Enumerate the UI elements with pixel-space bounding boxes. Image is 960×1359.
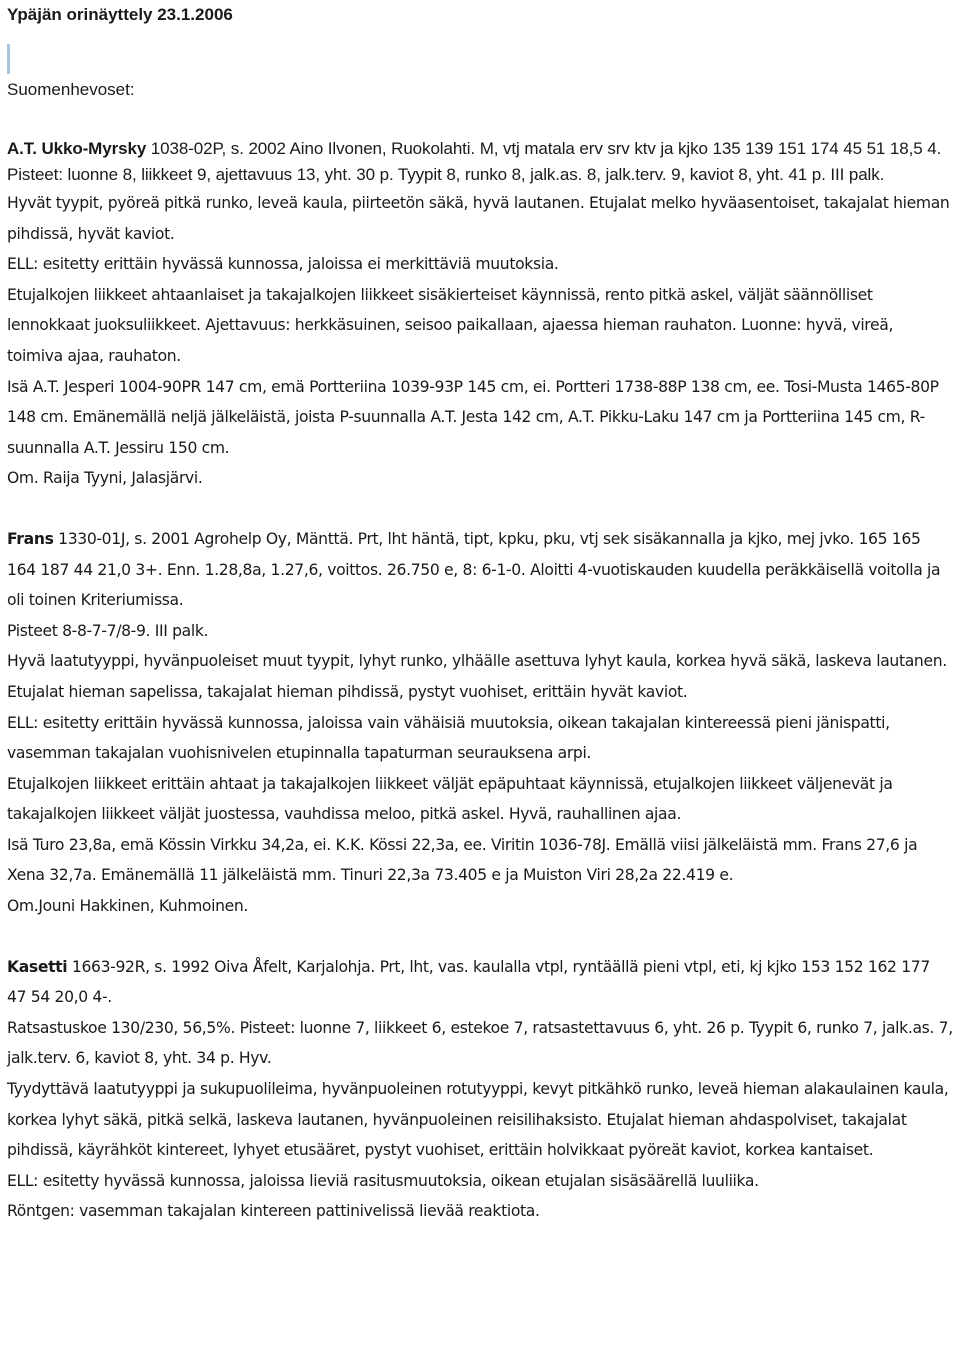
entry-description: Tyydyttävä laatutyyppi ja sukupuolileima, hyvänpuoleinen rotutyyppi, kevyt pitkähkö runko, leveä hieman alakaulainen kaula, korkea lyhyt säkä, pitkä selkä, laskeva lautanen, hyvänpuoleinen reisilihaksisto. Etujalat hieman ahdaspolviset, takajalat pihdissä, käyrähköt kintereet, lyhyet etusääret, pystyt vuohiset, erittäin holvikkaat pyöreät kaviot, korkea kantaiset.: [7, 1080, 949, 1160]
entry-vet-note: ELL: esitetty hyvässä kunnossa, jaloissa lieviä rasitusmuutoksia, oikean etujalan sisäsäärellä luuliika.: [7, 1171, 759, 1190]
entry-details: 1663-92R, s. 1992 Oiva Åfelt, Karjalohja. Prt, lht, vas. kaulalla vtpl, ryntäällä pieni vtpl, eti, kj kjko 153 152 162 177 47 54 20,0 4-.: [7, 957, 930, 1007]
entry-movement: Etujalkojen liikkeet erittäin ahtaat ja takajalkojen liikkeet väljät epäpuhtaat käynnissä, etujalkojen liikkeet väljenevät ja takajalkojen liikkeet väljät juostessa, vauhdissa meloo, pitkä askel. Hyvä, rauhallinen ajaa.: [7, 774, 893, 824]
entry-header: [7, 136, 953, 162]
horse-name: Kasetti: [7, 957, 68, 976]
entry-description: Hyvät tyypit, pyöreä pitkä runko, leveä kaula, piirteetön säkä, hyvä lautanen. Etujalat melko hyväasentoiset, takajalat hieman pihdissä, hyvät kaviot.: [7, 194, 950, 243]
entry-header: [7, 524, 953, 616]
text-cursor-marker: [7, 44, 10, 74]
entry-pedigree: Isä Turo 23,8a, emä Kössin Virkku 34,2a, ei. K.K. Kössi 22,3a, ee. Viritin 1036-78J. Emällä viisi jälkeläistä mm. Frans 27,6 ja Xena 32,7a. Emänemällä 11 jälkeläistä mm. Tinuri 22,3a 73.405 e ja Muiston Viri 28,2a 22.419 e.: [7, 835, 918, 885]
entry-scores: Pisteet 8-8-7-7/8-9. III palk.: [7, 621, 209, 640]
entry-details: 1038-02P, s. 2002 Aino Ilvonen, Ruokolahti. M, vtj matala erv srv ktv ja kjko 135 139 151 174 45 51 18,5 4.: [146, 139, 942, 158]
entry-scores: Ratsastuskoe 130/230, 56,5%. Pisteet: luonne 7, liikkeet 6, estekoe 7, ratsastettavuus 6, yht. 26 p. Tyypit 6, runko 7, jalk.as. 7, jalk.terv. 6, kaviot 8, yht. 34 p. Hyv.: [7, 1018, 953, 1068]
horse-entry-kasetti: [7, 952, 953, 1227]
entry-scores: Pisteet: luonne 8, liikkeet 9, ajettavuus 13, yht. 30 p. Tyypit 8, runko 8, jalk.as. 8, jalk.terv. 9, kaviot 8, yht. 41 p. III palk.: [7, 165, 885, 184]
document-page: [7, 0, 953, 1227]
document-title: Ypäjän orinäyttely 23.1.2006: [7, 5, 233, 24]
entry-xray-note: Röntgen: vasemman takajalan kintereen pattinivelissä lievää reaktiota.: [7, 1202, 540, 1221]
section-label: Suomenhevoset:: [7, 80, 135, 99]
horse-entry-ukko-myrsky: [7, 136, 953, 494]
blank-line: [7, 922, 953, 952]
blank-line: [7, 102, 953, 136]
entry-vet-note: ELL: esitetty erittäin hyvässä kunnossa, jaloissa vain vähäisiä muutoksia, oikean takajalan kintereessä pieni jänispatti, vasemman takajalan vuohisnivelen etupinnalla tapaturman seurauksena arpi.: [7, 713, 890, 763]
entry-movement: Etujalkojen liikkeet ahtaanlaiset ja takajalkojen liikkeet sisäkierteiset käynnissä, rento pitkä askel, väljät säännölliset lennokkaat juoksuliikkeet. Ajettavuus: herkkäsuinen, seisoo paikallaan, ajaessa hieman rauhaton. Luonne: hyvä, vireä, toimiva ajaa, rauhaton.: [7, 285, 894, 365]
horse-name: Frans: [7, 529, 54, 548]
horse-name: A.T. Ukko-Myrsky: [7, 139, 147, 158]
blank-line: [7, 494, 953, 524]
entry-description: Hyvä laatutyyppi, hyvänpuoleiset muut tyypit, lyhyt runko, ylhäälle asettuva lyhyt kaula, korkea hyvä säkä, laskeva lautanen. Etujalat hieman sapelissa, takajalat hieman pihdissä, pystyt vuohiset, erittäin hyvät kaviot.: [7, 652, 947, 701]
entry-vet-note: ELL: esitetty erittäin hyvässä kunnossa, jaloissa ei merkittäviä muutoksia.: [7, 255, 559, 274]
entry-header: [7, 952, 953, 1013]
entry-pedigree: Isä A.T. Jesperi 1004-90PR 147 cm, emä Portteriina 1039-93P 145 cm, ei. Portteri 1738-88P 138 cm, ee. Tosi-Musta 1465-80P 148 cm. Emänemällä neljä jälkeläistä, joista P-suunnalla A.T. Jesta 142 cm, A.T. Pikku-Laku 147 cm ja Portteriina 145 cm, R-suunnalla A.T. Jessiru 150 cm.: [7, 377, 939, 457]
horse-entry-frans: [7, 524, 953, 922]
entry-owner: Om.Jouni Hakkinen, Kuhmoinen.: [7, 897, 249, 916]
entry-owner: Om. Raija Tyyni, Jalasjärvi.: [7, 469, 203, 488]
entry-details: 1330-01J, s. 2001 Agrohelp Oy, Mänttä. Prt, lht häntä, tipt, kpku, pku, vtj sek sisäkannalla ja kjko, mej jvko. 165 165 164 187 44 21,0 3+. Enn. 1.28,8a, 1.27,6, voittos. 26.750 e, 8: 6-1-0. Aloitti 4-vuotiskauden kuudella peräkkäisellä voitolla ja oli toinen Kriteriumissa.: [7, 529, 941, 610]
